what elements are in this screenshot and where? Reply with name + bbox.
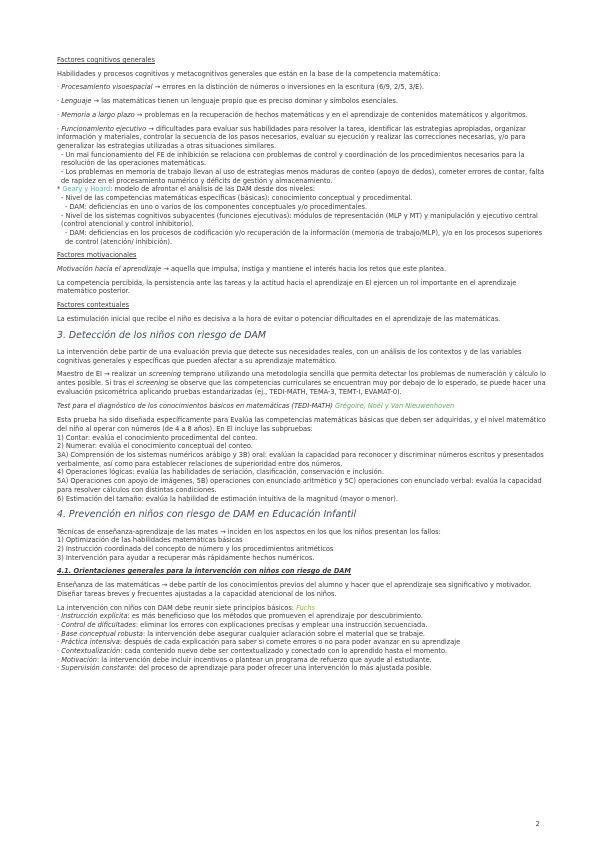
list-item: · Instrucción explícita: es más beneficioso que los métodos que promueven el aprendizaje por descubrimiento. [57, 612, 423, 621]
bullet-ejecutivo: · Funcionamiento ejecutivo → dificultades para evaluar sus habilidades para resolver la tarea, identificar las estrategias apropiadas, organizar información y materiales, controlar la secuencia de los pasos necesarios, evaluar su ejecución y realizar las correcciones necesarias, y/o para generalizar las estrategias utilizadas a otras situaciones similares. [57, 124, 526, 150]
bullet-ejecutivo-text: dificultades para evaluar sus habilidades para resolver la tarea, identificar las estrategias apropiadas, organizar información y materiales, controlar la secuencia de los pasos necesarios, evaluar su ejecución y realizar las correcciones necesarias, y/o para generalizar las estrategias utilizadas a otras situaciones similares. [57, 124, 526, 150]
list-item: 2) Instrucción coordinada del concepto de número y los procedimientos aritméticos [57, 545, 334, 554]
bullet-visoespacial-text: errores en la distinción de números o inversiones en la escritura (6/9, 2/5, 3/E). [162, 83, 425, 92]
bullet-lenguaje: · Lenguaje → las matemáticas tienen un lenguaje propio que es preciso dominar y símbolos esenciales. [57, 97, 398, 106]
principle-text: : después de cada explicación para saber si comete errores o no para poder avanzar en su aprendizaje [119, 638, 461, 647]
list-item: 4) Operaciones lógicas: evalúa las habilidades de seriación, clasificación, conservación e inclusión. [57, 468, 384, 477]
ejecutivo-sub-inhibicion: - Un mal funcionamiento del FE de inhibición se relaciona con problemas de control y coordinación de los procedimientos necesarios para la resolución de las operaciones matemáticas. [61, 150, 525, 168]
paragraph-principios [57, 604, 546, 613]
arrow-icon: → [154, 83, 161, 92]
section-title-motivacionales: Factores motivacionales [57, 251, 137, 260]
bullet-lenguaje-text: las matemáticas tienen un lenguaje propio que es preciso dominar y símbolos esenciales. [101, 97, 398, 106]
list-item: · Supervisión constante: del proceso de aprendizaje para poder ofrecer una intervención lo más ajustada posible. [57, 664, 432, 673]
bullet-memoria-text: problemas en la recuperación de hechos matemáticos y en el aprendizaje de contenidos matemáticos y algoritmos. [144, 110, 528, 119]
term-screening: screening [148, 370, 182, 379]
arrow-icon: → [161, 581, 168, 590]
text-principios: La intervención con niños con DAM debe reunir siete principios básicos: [57, 603, 294, 612]
list-item: 1) Optimización de las habilidades matemáticas básicas [57, 536, 243, 545]
principle-term: Supervisión constante [61, 664, 135, 673]
arrow-icon: → [220, 527, 226, 536]
arrow-icon: → [136, 110, 143, 119]
text-screening-end: se observe que las competencias curriculares se encuentran muy por debajo de lo esperado, se puede hacer una evaluación psicométrica aplicando pruebas estandarizadas (ej., TEDI-MATH, TEMA-3, TEMT-I, EVAMAT-0). [57, 379, 546, 396]
text-tecnicas-end: inciden en los aspectos en los que los niños presentan los fallos: [227, 527, 441, 536]
list-item: · Control de dificultades: eliminar los errores con explicaciones precisas y emplear una instrucción secuenciada. [57, 620, 428, 629]
list-item: 3A) Comprensión de los sistemas numéricos arábigo y 3B) oral: evalúan la capacidad para reconocer y discriminar números escritos y presentados verbalmente, así como para establecer relaciones de superioridad entre dos números. [57, 451, 544, 468]
heading-section-3: 3. Detección de los niños con riesgo de DAM [57, 329, 266, 341]
list-item: · Contextualización: cada contenido nuevo debe ser contextualizado y conectado con lo aprendido hasta el momento. [57, 647, 448, 656]
paragraph-cognitivos-intro: Habilidades y procesos cognitivos y metacognitivos generales que están en la base de la competencia matemática: [57, 69, 441, 78]
test-title-line [57, 402, 546, 411]
text-ensenanza: Enseñanza de las matemáticas [57, 581, 160, 590]
paragraph-motivacion-text: aquella que impulsa, instiga y mantiene el interés hacia los retos que este plantea. [170, 265, 447, 274]
principle-text: : es más beneficioso que los métodos que promueven el aprendizaje por descubrimiento. [127, 612, 423, 621]
principles-list [57, 612, 546, 673]
term-ejecutivo: Funcionamiento ejecutivo [61, 124, 147, 133]
term-memoria: Memoria a largo plazo [61, 110, 135, 119]
page-number: 2 [535, 820, 540, 828]
principle-term: Instrucción explícita [61, 612, 128, 621]
geary-level-1-dam: - DAM: deficiencias en uno o varios de los componentes conceptuales y/o procedimentales. [65, 202, 368, 211]
bullet-visoespacial: · Procesamiento visoespacial → errores en la distinción de números o inversiones en la escritura (6/9, 2/5, 3/E). [57, 83, 425, 92]
geary-text: : modelo de afrontar el análisis de las DAM desde dos niveles: [110, 185, 316, 194]
text-tecnicas: Técnicas de enseñanza-aprendizaje de las mates [57, 527, 218, 536]
test-title: Test para el diagnóstico de los conocimientos básicos en matemáticas (TEDI-MATH) [57, 401, 333, 410]
principle-text: : cada contenido nuevo debe ser contextualizado y conectado con lo aprendido hasta el momento. [120, 647, 448, 656]
arrow-icon: → [163, 265, 169, 274]
section-title-cognitivos: Factores cognitivos generales [57, 56, 155, 64]
paragraph-competencia: La competencia percibida, la persistencia ante las tareas y la actitud hacia el aprendizaje en El ejercen un rol importante en el aprendizaje matemático posterior. [57, 278, 517, 296]
principle-term: Motivación [61, 655, 97, 664]
principle-term: Base conceptual robusta [61, 629, 143, 638]
prevention-list [57, 536, 546, 562]
term-visoespacial: Procesamiento visoespacial [61, 83, 153, 92]
text-maestro: Maestro de EI [57, 370, 102, 379]
term-motivacion: Motivación hacia el aprendizaje [57, 265, 162, 274]
arrow-icon: → [93, 97, 100, 106]
list-item: · Práctica intensiva: después de cada explicación para saber si comete errores o no para poder avanzar en su aprendizaje [57, 638, 461, 647]
paragraph-evaluacion: La intervención debe partir de una evaluación previa que detecte sus necesidades reales, con un análisis de los contextos y de las variables cognitivas generales y específicas que pueden afectar a su aprendizaje matemático. [57, 347, 522, 365]
list-item: 5A) Operaciones con apoyo de imágenes, 5B) operaciones con enunciado aritmético y 5C) operaciones con enunciado verbal: evalúa la capacidad para resolver cálculos con distintas condiciones. [57, 477, 542, 494]
principle-term: Contextualización [61, 647, 121, 656]
paragraph-screening [57, 370, 546, 396]
term-screening-2: screening [136, 379, 169, 388]
document-page [57, 56, 546, 673]
paragraph-tecnicas [57, 528, 546, 537]
text-ensenanza-end: debe partir de los conocimientos previos del alumno y hacer que el aprendizaje sea significativo y motivador. Diseñar tareas breves y frecuentes ajustadas a la capacidad atencional de los niños. [57, 581, 532, 598]
heading-section-4-1: 4.1. Orientaciones generales para la intervención con niños con riesgo de DAM [57, 567, 351, 576]
list-item: 6) Estimación del tamaño: evalúa la habilidad de estimación intuitiva de la magnitud (mayor o menor). [57, 494, 398, 503]
paragraph-tedi-math: Esta prueba ha sido diseñada específicamente para Evalúa las competencias matemáticas básicas que deben ser adquiridas, y el nivel matemático del niño al operar con números (de 4 a 8 años). En El incluye las subpruebas: [57, 416, 546, 433]
author-fuchs: Fuchs [296, 603, 316, 612]
list-item: 2) Numerar: evalúa el conocimiento conceptual del conteo. [57, 442, 253, 451]
subtest-list [57, 434, 546, 504]
list-item: · Base conceptual robusta: la intervención debe asegurar cualquier aclaración sobre el material que se trabaje. [57, 629, 425, 638]
geary-level-1: - Nivel de las competencias matemáticas específicas (básicas): conocimiento conceptual y procedimental. [61, 194, 413, 203]
test-authors: Grégoire, Noël y Van Nieuwenhoven [334, 401, 455, 410]
geary-level-2-dam: - DAM: deficiencias en los procesos de codificación y/o recuperación de la información (memoria de trabajo/MLP), y/o en los procesos superiores de control (atención/ inhibición). [65, 228, 543, 246]
principle-term: Práctica intensiva [61, 638, 120, 647]
paragraph-contextuales: La estimulación inicial que recibe el niño es decisiva a la hora de evitar o potenciar dificultades en el aprendizaje de las matemáticas. [57, 314, 501, 323]
section-title-contextuales: Factores contextuales [57, 301, 130, 310]
author-geary: Geary y Hoard [62, 185, 111, 194]
list-item: · Motivación: la intervención debe incluir incentivos o plantear un programa de refuerzo que ayude al estudiante. [57, 655, 432, 664]
bullet-memoria: · Memoria a largo plazo → problemas en la recuperación de hechos matemáticos y en el aprendizaje de contenidos matemáticos y algoritmos. [57, 110, 528, 119]
principle-text: : del proceso de aprendizaje para poder ofrecer una intervención lo más ajustada posible. [134, 664, 432, 673]
list-item: 3) Intervención para ayudar a recuperar más rápidamente hechos numéricos. [57, 553, 315, 562]
heading-section-4: 4. Prevención en niños con riesgo de DAM en Educación Infantil [57, 509, 357, 521]
paragraph-ensenanza [57, 581, 546, 598]
arrow-icon: → [104, 370, 110, 379]
principle-text: : eliminar los errores con explicaciones precisas y emplear una instrucción secuenciada. [135, 620, 428, 629]
paragraph-motivacion [57, 265, 546, 274]
text-realizar: realizar un [111, 370, 147, 379]
text-screening-body: temprano utilizando una metodología sencilla que permita detectar los problemas de numeración y cálculo lo antes posible. Si tras el [57, 370, 546, 388]
arrow-icon: → [148, 124, 154, 133]
list-item: 1) Contar: evalúa el conocimiento procedimental del conteo. [57, 433, 258, 442]
ejecutivo-sub-memoria-trabajo: - Los problemas en memoria de trabajo llevan al uso de estrategias menos maduras de conteo (apoyo de dedos), cometer errores de contar, falta de rapidez en el procesamiento numérico y déficits de gestión y almacenamiento. [61, 168, 544, 185]
geary-level-2: - Nivel de los sistemas cognitivos subyacentes (funciones ejecutivas): módulos de representación (MLP y MT) y manipulación y ejecutivo central (control atencional y control inhibitorio). [61, 211, 538, 229]
principle-text: : la intervención debe asegurar cualquier aclaración sobre el material que se trabaje. [142, 629, 425, 638]
principle-term: Control de dificultades [61, 620, 136, 629]
geary-model: * Geary y Hoard: modelo de afrontar el análisis de las DAM desde dos niveles: [57, 185, 316, 194]
term-lenguaje: Lenguaje [61, 97, 92, 106]
principle-text: : la intervención debe incluir incentivos o plantear un programa de refuerzo que ayude al estudiante. [96, 655, 432, 664]
